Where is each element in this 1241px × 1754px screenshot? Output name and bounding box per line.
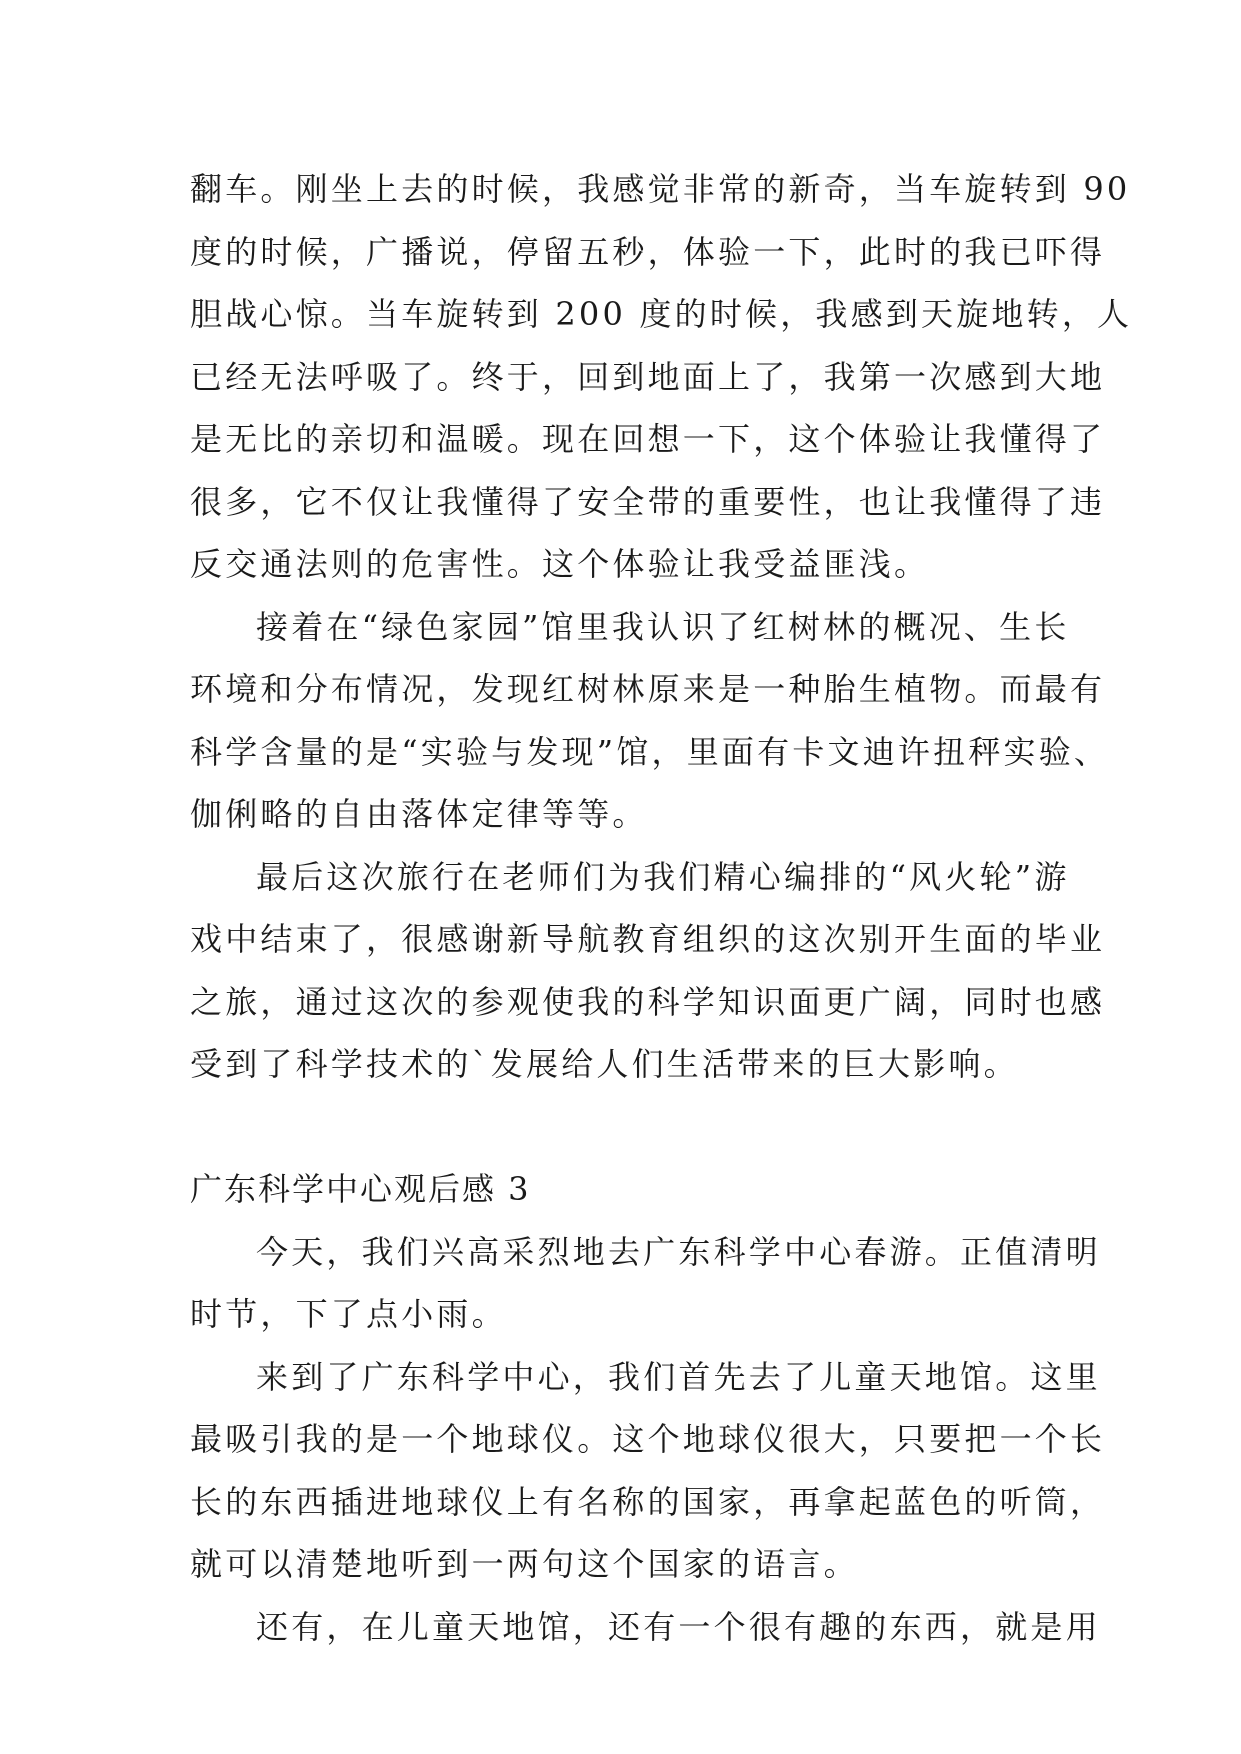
paragraph-first-line: 来到了广东科学中心，我们首先去了儿童天地馆。这里	[256, 1357, 1101, 1396]
text-line: 最吸引我的是一个地球仪。这个地球仪很大，只要把一个长	[190, 1420, 1106, 1458]
paragraph-first-line: 还有，在儿童天地馆，还有一个很有趣的东西，就是用	[256, 1607, 1101, 1646]
text-line: 时节，下了点小雨。	[190, 1295, 507, 1333]
text-line: 就可以清楚地听到一两句这个国家的语言。	[190, 1545, 859, 1583]
text-line: 长的东西插进地球仪上有名称的国家，再拿起蓝色的听筒，	[190, 1482, 1106, 1521]
text-line: 戏中结束了，很感谢新导航教育组织的这次别开生面的毕业	[190, 920, 1106, 958]
text-line: 已经无法呼吸了。终于，回到地面上了，我第一次感到大地	[190, 357, 1106, 396]
text-line: 胆战心惊。当车旋转到 200 度的时候，我感到天旋地转，人	[190, 295, 1133, 333]
text-line: 之旅，通过这次的参观使我的科学知识面更广阔，同时也感	[190, 982, 1106, 1021]
text-line: 反交通法则的危害性。这个体验让我受益匪浅。	[190, 545, 930, 583]
text-line: 翻车。刚坐上去的时候，我感觉非常的新奇，当车旋转到 90	[190, 170, 1131, 208]
section-spacer	[190, 1096, 1054, 1159]
document-body	[190, 158, 1133, 1658]
text-line: 伽俐略的自由落体定律等等。	[190, 795, 648, 833]
text-line: 科学含量的是“实验与发现”馆，里面有卡文迪许扭秤实验、	[190, 732, 1110, 771]
section-title: 广东科学中心观后感 3	[190, 1170, 531, 1208]
paragraph-first-line: 今天，我们兴高采烈地去广东科学中心春游。正值清明	[256, 1232, 1101, 1271]
paragraph-first-line: 最后这次旅行在老师们为我们精心编排的“风火轮”游	[256, 857, 1070, 896]
text-line: 很多，它不仅让我懂得了安全带的重要性，也让我懂得了违	[190, 482, 1106, 521]
text-line: 环境和分布情况，发现红树林原来是一种胎生植物。而最有	[190, 670, 1106, 708]
text-line: 受到了科学技术的`发展给人们生活带来的巨大影响。	[190, 1045, 1019, 1083]
text-line: 是无比的亲切和温暖。现在回想一下，这个体验让我懂得了	[190, 420, 1106, 458]
paragraph-first-line: 接着在“绿色家园”馆里我认识了红树林的概况、生长	[256, 607, 1070, 646]
text-line: 度的时候，广播说，停留五秒，体验一下，此时的我已吓得	[190, 232, 1106, 271]
